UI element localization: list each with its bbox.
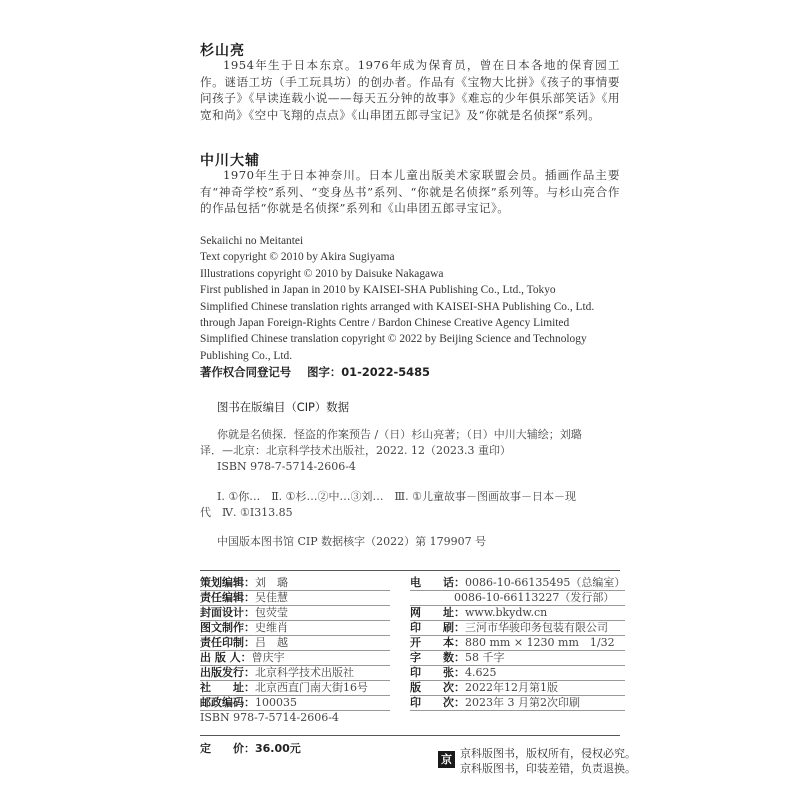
cip-classification-line2: 代 Ⅳ. ①I313.85 xyxy=(200,506,293,519)
contract-label: 著作权合同登记号 xyxy=(200,365,292,379)
credit-value: 58 千字 xyxy=(465,651,505,664)
credit-row xyxy=(200,635,410,650)
row-rule xyxy=(410,665,625,666)
credit-value: 0086-10-66113227（发行部） xyxy=(454,591,615,604)
credit-label: 版 次： xyxy=(410,681,465,694)
credit-label: 责任编辑： xyxy=(200,591,255,604)
copyright-line: First published in Japan in 2010 by KAISEI-SHA Publishing Co., Ltd., Tokyo xyxy=(200,284,556,297)
author-bio: 1954年生于日本东京。1976年成为保育员，曾在日本各地的保育园工作。谜语工坊（手工玩具坊）的创办者。作品有《宝物大比拼》《孩子的事情要问孩子》《早读连载小说——每天五分钟的故事》《难忘的少年俱乐部笑话》《用宽和尚》《空中飞翔的点点》《山串团五郎寻宝记》及“你就是名侦探”系列。 xyxy=(200,58,620,122)
cip-entry-line1: 你就是名侦探．怪盗的作案预告 /（日）杉山亮著；（日）中川大辅绘；刘璐 xyxy=(217,428,582,441)
row-rule xyxy=(200,620,390,621)
copyright-block xyxy=(200,233,594,364)
credit-label: 印 刷： xyxy=(410,621,465,634)
credit-label: 策划编辑： xyxy=(200,576,255,589)
row-rule xyxy=(200,635,390,636)
credit-value: www.bkydw.cn xyxy=(465,606,548,619)
row-rule xyxy=(200,665,390,666)
credit-label: 责任印制： xyxy=(200,636,255,649)
credit-value: 吕 越 xyxy=(255,636,288,649)
credit-label: 印 次： xyxy=(410,696,465,709)
notice xyxy=(460,746,636,776)
credit-row xyxy=(410,665,625,680)
credit-row xyxy=(200,680,410,695)
credit-value: 4.625 xyxy=(465,666,497,679)
row-rule xyxy=(410,620,625,621)
copyright-line: through Japan Foreign-Rights Centre / Bardon Chinese Creative Agency Limited xyxy=(200,317,570,330)
price xyxy=(200,741,301,756)
credit-row xyxy=(410,620,625,635)
credit-row xyxy=(200,605,410,620)
row-rule xyxy=(410,710,625,711)
credit-value: 北京西直门南大街16号 xyxy=(255,681,368,694)
credit-value: 880 mm × 1230 mm 1/32 xyxy=(465,636,615,649)
credit-value: 三河市华骏印务包装有限公司 xyxy=(465,621,608,634)
credit-row xyxy=(200,665,410,680)
credit-row xyxy=(410,590,625,605)
credit-label: 网 址： xyxy=(410,606,465,619)
credit-value: 2023年 3 月第2次印刷 xyxy=(465,696,580,709)
credit-label: 出版发行： xyxy=(200,666,255,679)
copyright-line: Simplified Chinese translation copyright © 2022 by Beijing Science and Technology xyxy=(200,333,587,346)
credit-value: 100035 xyxy=(255,696,297,709)
illustrator-bio: 1970年生于日本神奈川。日本儿童出版美术家联盟会员。插画作品主要有“神奇学校”系列、“变身丛书”系列、“你就是名侦探”系列等。与杉山亮合作的作品包括“你就是名侦探”系列和《山串团五郎寻宝记》。 xyxy=(200,168,620,215)
row-rule xyxy=(200,590,390,591)
cip-heading: 图书在版编目（CIP）数据 xyxy=(217,400,350,414)
credit-row xyxy=(200,620,410,635)
row-rule xyxy=(410,635,625,636)
notice-line2: 京科版图书，印装差错，负责退换。 xyxy=(460,762,636,775)
credit-value: 史维肖 xyxy=(255,621,288,634)
credit-row xyxy=(410,635,625,650)
author-name: 杉山亮 xyxy=(200,43,245,59)
row-rule xyxy=(410,680,625,681)
credit-row xyxy=(410,650,625,665)
cip-isbn: ISBN 978-7-5714-2606-4 xyxy=(217,460,356,473)
credit-value: 0086-10-66135495（总编室） xyxy=(465,576,626,589)
credit-label: 出 版 人： xyxy=(200,651,252,664)
credits-right-column xyxy=(410,575,625,710)
row-rule xyxy=(200,605,390,606)
contract-value: 图字：01-2022-5485 xyxy=(307,365,430,379)
row-rule xyxy=(410,605,625,606)
credit-row xyxy=(200,590,410,605)
cip-verification: 中国版本图书馆 CIP 数据核字（2022）第 179907 号 xyxy=(217,535,487,548)
credit-value: 包荧莹 xyxy=(255,606,288,619)
contract-registration xyxy=(200,364,430,380)
row-rule xyxy=(410,650,625,651)
copyright-line: Sekaiichi no Meitantei xyxy=(200,235,304,247)
credit-row xyxy=(200,650,410,665)
notice-line1: 京科版图书，版权所有，侵权必究。 xyxy=(460,747,636,760)
credit-label: 图文制作： xyxy=(200,621,255,634)
row-rule xyxy=(410,695,625,696)
credit-label: 电 话： xyxy=(410,576,465,589)
credit-row xyxy=(410,605,625,620)
copyright-line: Publishing Co., Ltd. xyxy=(200,349,293,362)
credit-label: 印 张： xyxy=(410,666,465,679)
credit-label: 封面设计： xyxy=(200,606,255,619)
cip-classification-line1: Ⅰ. ①你… Ⅱ. ①杉…②中…③刘… Ⅲ. ①儿童故事－图画故事－日本－现 xyxy=(217,490,576,503)
credits-bottom-rule xyxy=(200,735,620,736)
credit-row xyxy=(410,695,625,710)
credit-row xyxy=(410,680,625,695)
credit-row xyxy=(200,710,410,725)
illustrator-name: 中川大辅 xyxy=(200,153,260,169)
credit-value: 刘 璐 xyxy=(255,576,288,589)
row-rule xyxy=(200,680,390,681)
copyright-line: Illustrations copyright © 2010 by Daisuke Nakagawa xyxy=(200,267,444,280)
credit-label: 开 本： xyxy=(410,636,465,649)
credit-value: ISBN 978-7-5714-2606-4 xyxy=(200,711,339,724)
credit-label: 邮政编码： xyxy=(200,696,255,709)
row-rule xyxy=(200,710,390,711)
row-rule xyxy=(200,695,390,696)
credit-value: 2022年12月第1版 xyxy=(465,681,558,694)
price-value: 36.00元 xyxy=(255,742,301,755)
cip-entry-line2: 译．—北京：北京科学技术出版社，2022. 12（2023.3 重印） xyxy=(200,444,511,457)
credit-row xyxy=(200,575,410,590)
row-rule xyxy=(200,650,390,651)
credits-top-rule xyxy=(200,570,620,571)
credit-value: 曾庆宇 xyxy=(251,651,285,664)
price-label: 定 价： xyxy=(200,742,255,755)
credit-label: 社 址： xyxy=(200,681,255,694)
credit-row xyxy=(410,575,625,590)
credit-row xyxy=(200,695,410,710)
credit-value: 吴佳慧 xyxy=(255,591,288,604)
copyright-line: Text copyright © 2010 by Akira Sugiyama xyxy=(200,251,395,264)
copyright-line: Simplified Chinese translation rights arranged with KAISEI-SHA Publishing Co., Ltd. xyxy=(200,300,595,313)
publisher-logo-icon: 京 xyxy=(438,751,455,768)
row-rule xyxy=(410,590,625,591)
credit-value: 北京科学技术出版社 xyxy=(255,666,354,679)
credit-label: 字 数： xyxy=(410,651,465,664)
